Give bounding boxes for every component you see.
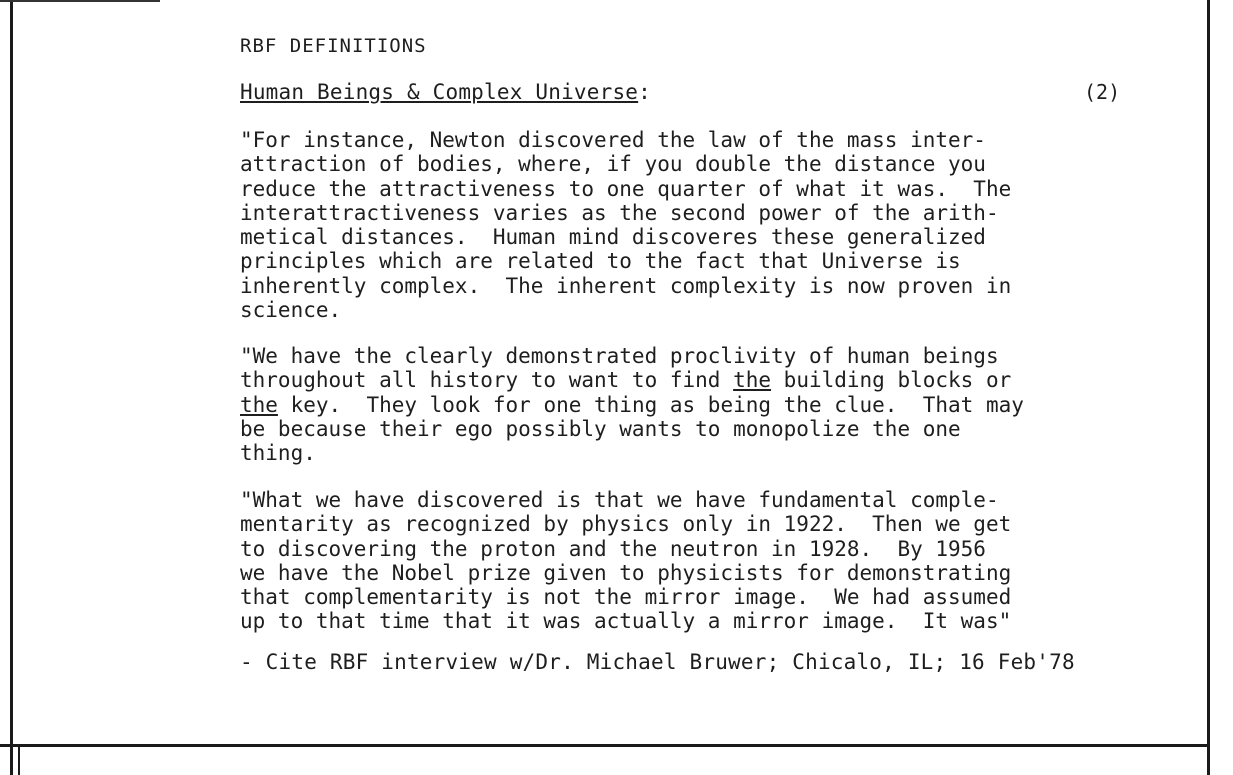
paragraph-line: to discovering the proton and the neutron in 1928. By 1956 bbox=[240, 536, 986, 561]
paragraph-line: be because their ego possibly wants to monopolize the one bbox=[240, 416, 961, 441]
paragraph-line: science. bbox=[240, 298, 342, 323]
paragraph-line bbox=[240, 368, 1024, 392]
paragraph-line: "For instance, Newton discovered the law of the mass inter- bbox=[240, 128, 986, 152]
paragraph-line: thing. bbox=[240, 441, 316, 466]
card-bottom-border bbox=[0, 744, 1210, 747]
document-subtitle bbox=[240, 80, 651, 104]
paragraph-complementarity bbox=[240, 488, 1011, 634]
paragraph-line: interattractiveness varies as the second power of the arith- bbox=[240, 200, 999, 225]
citation: - Cite RBF interview w/Dr. Michael Bruwer; Chicalo, IL; 16 Feb'78 bbox=[240, 650, 1075, 674]
paragraph-line: attraction of bodies, where, if you double the distance you bbox=[240, 152, 986, 177]
paragraph-proclivity bbox=[240, 344, 1024, 465]
paragraph-line: mentarity as recognized by physics only in 1922. Then we get bbox=[240, 512, 1012, 537]
line-text: key. They look for one thing as being the clue. That may bbox=[277, 392, 1024, 417]
paragraph-line: up to that time that it was actually a mirror image. It was" bbox=[240, 609, 1012, 634]
subtitle-text: Human Beings & Complex Universe bbox=[240, 80, 639, 104]
card-right-border bbox=[1207, 0, 1210, 775]
emphasis-the: the bbox=[240, 392, 278, 417]
paragraph-line: metical distances. Human mind discoveres these generalized bbox=[240, 225, 986, 250]
card-top-edge bbox=[0, 0, 160, 2]
paragraph-line bbox=[240, 393, 1024, 417]
paragraph-line: we have the Nobel prize given to physicists for demonstrating bbox=[240, 560, 1012, 585]
paragraph-newton bbox=[240, 128, 1011, 322]
line-text: building blocks or bbox=[771, 368, 1012, 393]
page-number: (2) bbox=[1084, 80, 1121, 104]
next-card-edge bbox=[0, 745, 20, 775]
paragraph-line: "What we have discovered is that we have fundamental comple- bbox=[240, 488, 999, 512]
paragraph-line: that complementarity is not the mirror image. We had assumed bbox=[240, 585, 1012, 610]
paragraph-line: inherently complex. The inherent complexity is now proven in bbox=[240, 273, 1012, 298]
paragraph-line: "We have the clearly demonstrated proclivity of human beings bbox=[240, 344, 999, 368]
paragraph-line: reduce the attractiveness to one quarter of what it was. The bbox=[240, 176, 1012, 201]
subtitle-colon: : bbox=[638, 80, 651, 104]
card-left-border bbox=[10, 0, 13, 775]
emphasis-the: the bbox=[733, 368, 772, 393]
paragraph-line: principles which are related to the fact that Universe is bbox=[240, 249, 961, 274]
document-heading: RBF DEFINITIONS bbox=[240, 35, 427, 57]
line-text: throughout all history to want to find bbox=[240, 368, 734, 393]
